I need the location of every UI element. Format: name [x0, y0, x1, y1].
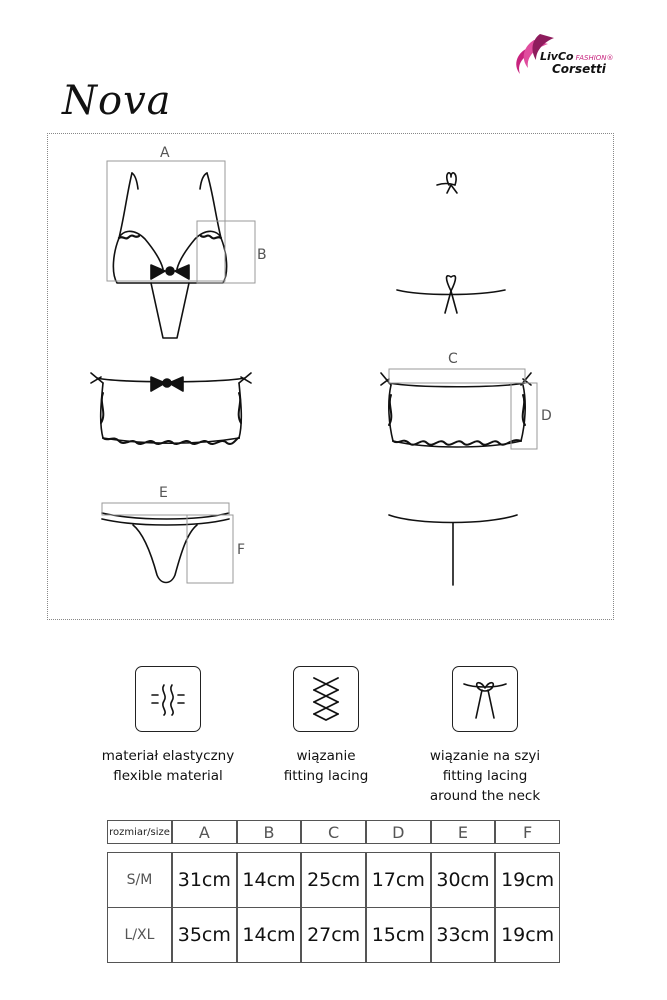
table-cell: 19cm — [495, 907, 560, 963]
product-title: Nova — [62, 78, 172, 124]
size-table-corner: rozmiar/size — [107, 820, 172, 844]
size-label: L/XL — [107, 907, 172, 963]
feature-1-line1: materiał elastyczny — [101, 748, 235, 764]
table-cell: 14cm — [237, 852, 302, 907]
feature-lacing — [236, 666, 416, 786]
label-a: A — [160, 145, 170, 161]
table-cell: 31cm — [172, 852, 237, 907]
lacing-icon — [306, 674, 346, 724]
table-cell: 35cm — [172, 907, 237, 963]
column-c: C — [301, 820, 366, 844]
column-e: E — [431, 820, 496, 844]
table-cell: 33cm — [431, 907, 496, 963]
bra-back-drawing — [397, 173, 505, 313]
column-a: A — [172, 820, 237, 844]
label-f: F — [237, 542, 246, 558]
label-c: C — [448, 351, 458, 367]
table-cell: 15cm — [366, 907, 431, 963]
feature-3-line1: wiązanie na szyi — [429, 748, 541, 764]
table-cell: 17cm — [366, 852, 431, 907]
neck-tie-icon — [460, 674, 510, 724]
flexible-material-icon — [148, 679, 188, 719]
column-d: D — [366, 820, 431, 844]
column-f: F — [495, 820, 560, 844]
label-b: B — [257, 247, 267, 263]
feature-3-line3: around the neck — [429, 788, 541, 804]
table-row — [107, 852, 560, 907]
feature-3-line2: fitting lacing — [442, 768, 528, 784]
label-e: E — [159, 485, 168, 501]
size-table-header — [107, 820, 560, 844]
feature-flexible-material — [78, 666, 258, 786]
size-table — [107, 820, 560, 963]
brand-name-line2: Corsetti — [552, 62, 606, 76]
feature-1-line2: flexible material — [113, 768, 223, 784]
product-drawing — [47, 133, 614, 620]
feature-neck-tie — [395, 666, 575, 806]
column-b: B — [237, 820, 302, 844]
table-row — [107, 907, 560, 963]
feature-2-line2: fitting lacing — [283, 768, 369, 784]
table-cell: 25cm — [301, 852, 366, 907]
brand-name-line1: LivCo FASHION® — [540, 50, 614, 63]
table-cell: 14cm — [237, 907, 302, 963]
measure-f-guide — [187, 515, 233, 583]
bra-front-drawing — [113, 173, 226, 338]
thong-back-drawing — [389, 515, 517, 585]
measure-c-guide — [389, 369, 525, 383]
feature-2-line1: wiązanie — [296, 748, 356, 764]
thong-front-drawing — [102, 513, 229, 583]
table-cell: 27cm — [301, 907, 366, 963]
table-cell: 30cm — [431, 852, 496, 907]
size-label: S/M — [107, 852, 172, 907]
label-d: D — [541, 408, 552, 424]
skirt-back-drawing — [381, 373, 531, 447]
table-cell: 19cm — [495, 852, 560, 907]
measure-e-guide — [102, 503, 229, 515]
